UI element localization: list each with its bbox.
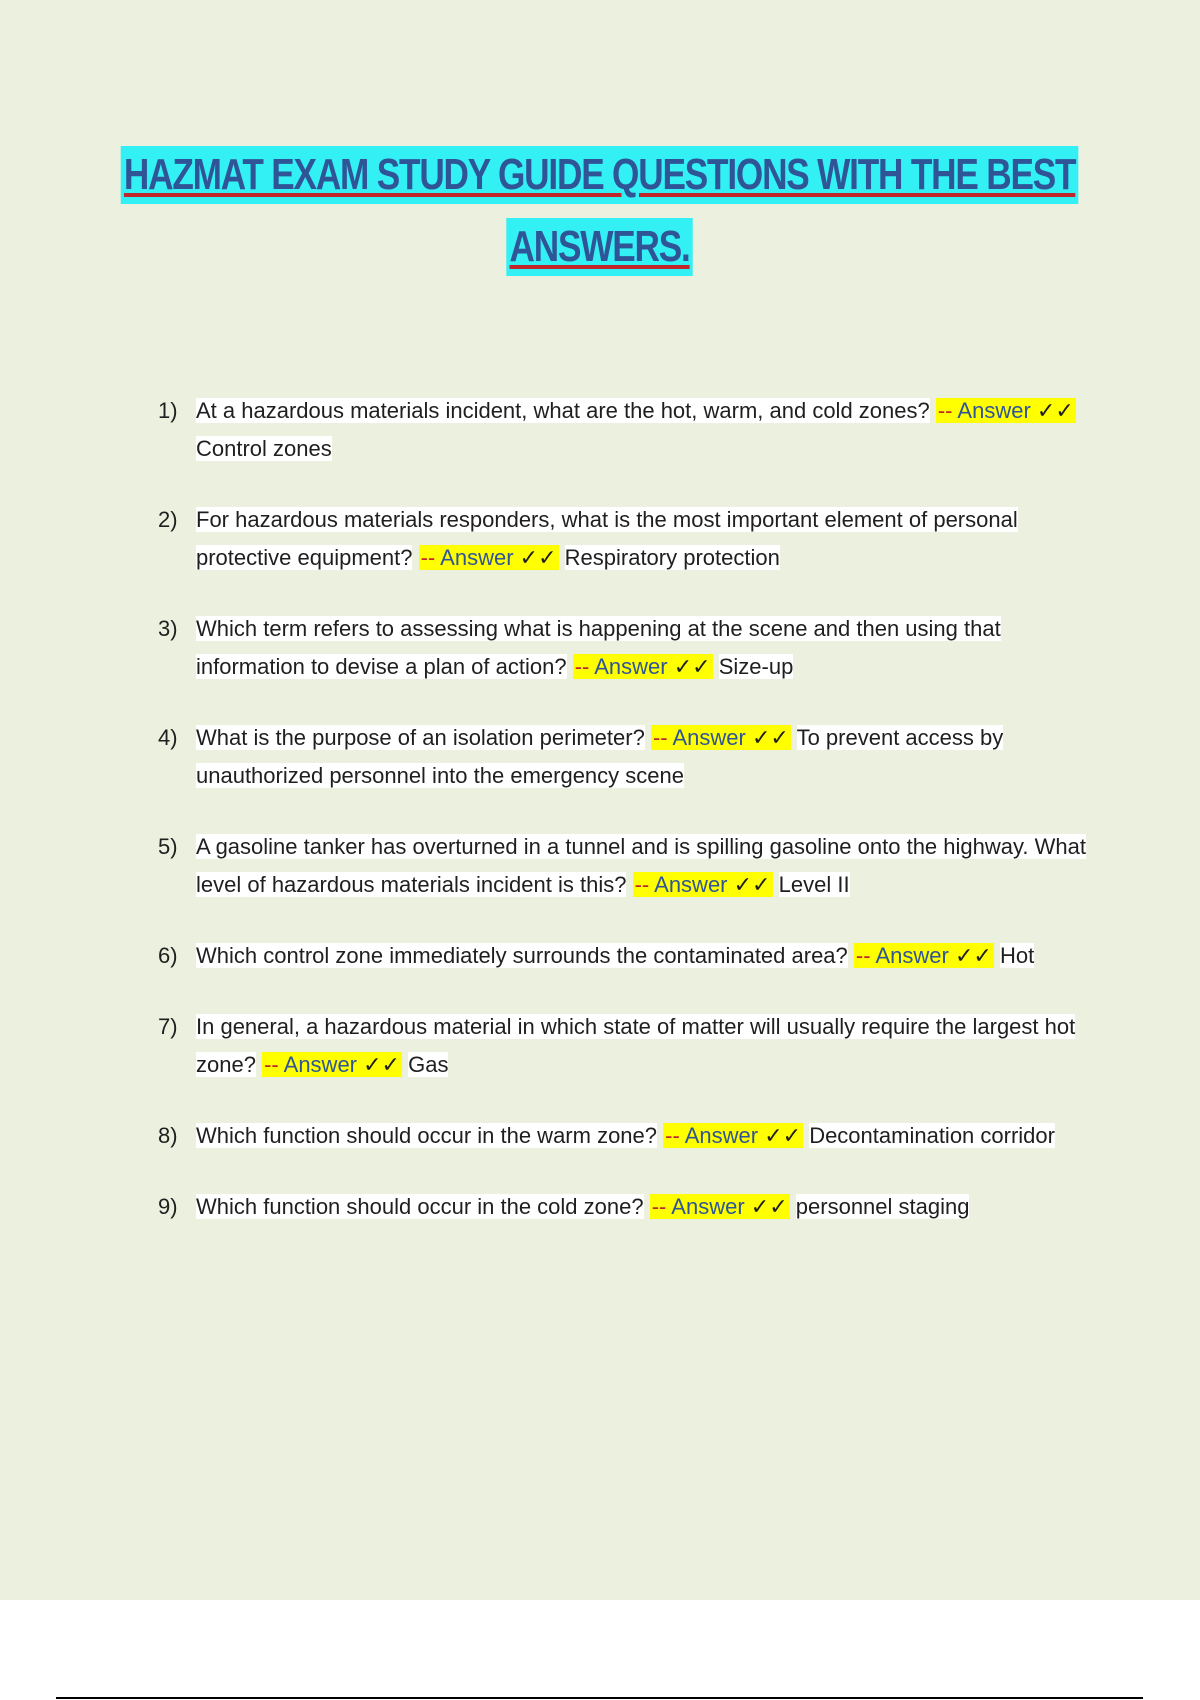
answer-label: Answer <box>672 725 746 750</box>
document-title <box>0 140 1200 276</box>
answer-marker <box>854 943 994 968</box>
question-text: Which term refers to assessing what is happening at the scene and then using that information to devise a plan of action? <box>196 616 1001 679</box>
answer-marker <box>650 1194 790 1219</box>
qa-item <box>158 501 1088 577</box>
answer-text: Decontamination corridor <box>809 1123 1055 1148</box>
answer-label: Answer <box>957 398 1031 423</box>
qa-item <box>158 828 1088 904</box>
answer-text: Respiratory protection <box>564 545 780 570</box>
item-number: 8) <box>158 1123 178 1148</box>
answer-text: Size-up <box>718 654 794 679</box>
item-number: 1) <box>158 398 178 423</box>
answer-marker <box>419 545 559 570</box>
qa-item <box>158 719 1088 795</box>
answer-marker <box>663 1123 803 1148</box>
answer-label: Answer <box>684 1123 759 1148</box>
answer-dashes: -- <box>574 654 590 679</box>
answer-marker <box>651 725 791 750</box>
answer-text: personnel staging <box>795 1194 970 1219</box>
question-text: In general, a hazardous material in which state of matter will usually require the largest hot zone? <box>196 1014 1076 1077</box>
answer-text: Gas <box>408 1052 449 1077</box>
answer-text: Hot <box>999 943 1035 968</box>
qa-item <box>158 392 1088 468</box>
question-text: Which function should occur in the warm zone? <box>196 1123 658 1148</box>
qa-item <box>158 1117 1088 1155</box>
answer-dashes: -- <box>634 872 650 897</box>
question-text: At a hazardous materials incident, what are the hot, warm, and cold zones? <box>196 398 930 423</box>
item-number: 2) <box>158 507 178 532</box>
answer-marker <box>936 398 1076 423</box>
checkmark-icon: ✓✓ <box>751 725 789 750</box>
question-text: A gasoline tanker has overturned in a tunnel and is spilling gasoline onto the highway. What level of hazardous materials incident is this? <box>196 834 1086 897</box>
answer-dashes: -- <box>264 1052 279 1077</box>
checkmark-icon: ✓✓ <box>673 654 711 679</box>
qa-item <box>158 610 1088 686</box>
answer-dashes: -- <box>855 943 871 968</box>
title-line-1: HAZMAT EXAM STUDY GUIDE QUESTIONS WITH THE BEST <box>121 146 1079 204</box>
answer-label: Answer <box>440 545 514 570</box>
answer-label: Answer <box>875 943 949 968</box>
question-text: Which control zone immediately surrounds the contaminated area? <box>196 943 848 968</box>
qa-list <box>158 392 1088 1259</box>
question-text: Which function should occur in the cold zone? <box>196 1194 644 1219</box>
answer-marker <box>262 1052 402 1077</box>
footer-divider <box>56 1697 1143 1699</box>
answer-label: Answer <box>594 654 668 679</box>
answer-text: To prevent access by unauthorized personnel into the emergency scene <box>196 725 1004 788</box>
answer-label: Answer <box>283 1052 357 1077</box>
answer-text: Level II <box>778 872 850 897</box>
qa-item <box>158 1188 1088 1226</box>
answer-dashes: -- <box>652 725 668 750</box>
item-number: 3) <box>158 616 178 641</box>
answer-label: Answer <box>654 872 728 897</box>
checkmark-icon: ✓✓ <box>733 872 771 897</box>
answer-dashes: -- <box>937 398 953 423</box>
question-text: What is the purpose of an isolation perimeter? <box>196 725 645 750</box>
qa-item <box>158 1008 1088 1084</box>
checkmark-icon: ✓✓ <box>1036 398 1074 423</box>
item-number: 4) <box>158 725 178 750</box>
answer-dashes: -- <box>651 1194 667 1219</box>
item-number: 6) <box>158 943 178 968</box>
title-line-2: ANSWERS. <box>507 218 694 276</box>
answer-label: Answer <box>671 1194 745 1219</box>
answer-marker <box>633 872 773 897</box>
checkmark-icon: ✓✓ <box>363 1052 400 1077</box>
item-number: 7) <box>158 1014 178 1039</box>
item-number: 9) <box>158 1194 178 1219</box>
answer-text: Control zones <box>196 436 332 461</box>
answer-dashes: -- <box>665 1123 680 1148</box>
qa-item <box>158 937 1088 975</box>
question-text: For hazardous materials responders, what is the most important element of personal protective equipment? <box>196 507 1018 570</box>
item-number: 5) <box>158 834 178 859</box>
answer-dashes: -- <box>420 545 436 570</box>
checkmark-icon: ✓✓ <box>750 1194 788 1219</box>
checkmark-icon: ✓✓ <box>954 943 992 968</box>
checkmark-icon: ✓✓ <box>764 1123 802 1148</box>
answer-marker <box>573 654 713 679</box>
checkmark-icon: ✓✓ <box>519 545 557 570</box>
